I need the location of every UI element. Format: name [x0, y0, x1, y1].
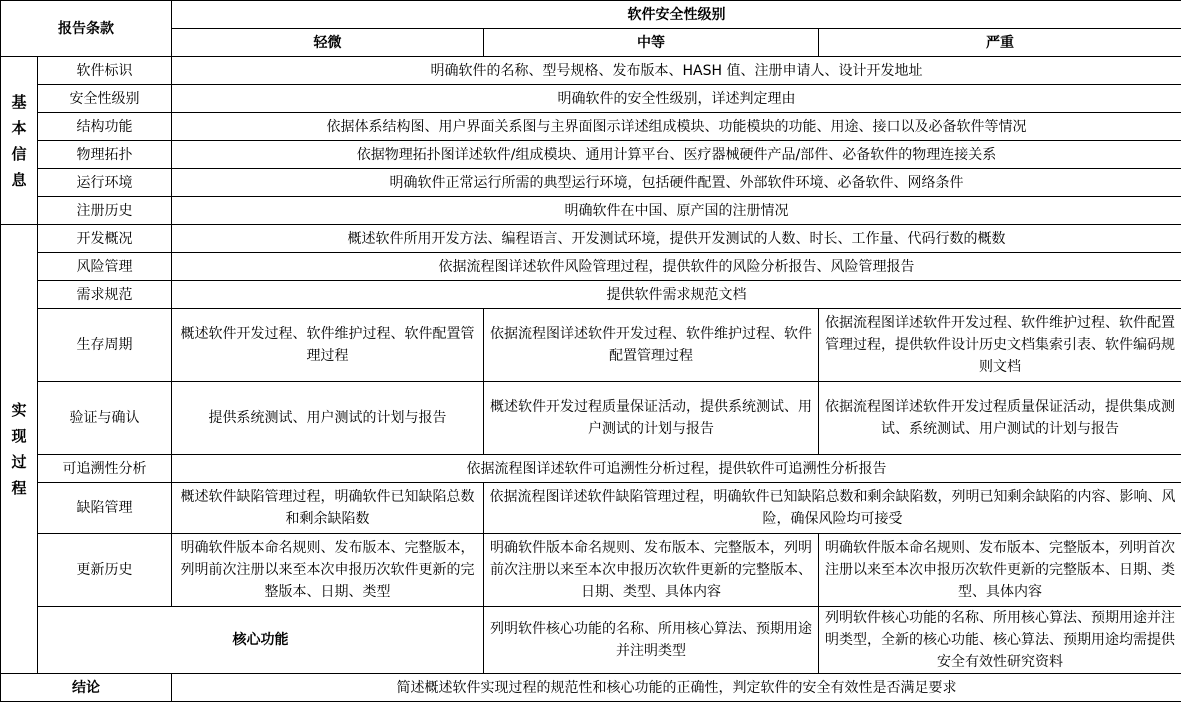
row-content: 明确软件的安全性级别，详述判定理由	[172, 85, 1181, 113]
row-content: 明确软件的名称、型号规格、发布版本、HASH 值、注册申请人、设计开发地址	[172, 57, 1181, 85]
cell-major: 明确软件版本命名规则、发布版本、完整版本，列明首次注册以来至本次申报历次软件更新的完整版本、日期、类型、具体内容	[819, 534, 1181, 607]
row-content: 依据体系结构图、用户界面关系图与主界面图示详述组成模块、功能模块的功能、用途、接口以及必备软件等情况	[172, 113, 1181, 141]
row-content: 提供软件需求规范文档	[172, 281, 1181, 309]
group-implementation-process: 实 现 过 程	[1, 225, 38, 674]
row-label: 更新历史	[38, 534, 172, 607]
cell-moderate-major: 依据流程图详述软件缺陷管理过程，明确软件已知缺陷总数和剩余缺陷数，列明已知剩余缺陷的内容、影响、风险，确保风险均可接受	[484, 483, 1181, 534]
row-label: 安全性级别	[38, 85, 172, 113]
cell-moderate: 概述软件开发过程质量保证活动，提供系统测试、用户测试的计划与报告	[484, 382, 819, 455]
row-label: 结构功能	[38, 113, 172, 141]
cell-minor: 概述软件缺陷管理过程，明确软件已知缺陷总数和剩余缺陷数	[172, 483, 484, 534]
row-label: 物理拓扑	[38, 141, 172, 169]
row-label: 运行环境	[38, 169, 172, 197]
header-level-title: 软件安全性级别	[172, 1, 1181, 29]
row-label: 软件标识	[38, 57, 172, 85]
header-level-minor: 轻微	[172, 29, 484, 57]
cell-moderate: 明确软件版本命名规则、发布版本、完整版本，列明前次注册以来至本次申报历次软件更新的完整版本、日期、类型、具体内容	[484, 534, 819, 607]
cell-minor: 明确软件版本命名规则、发布版本、完整版本，列明前次注册以来至本次申报历次软件更新的完整版本、日期、类型	[172, 534, 484, 607]
header-level-major: 严重	[819, 29, 1181, 57]
row-content: 概述软件所用开发方法、编程语言、开发测试环境，提供开发测试的人数、时长、工作量、代码行数的概数	[172, 225, 1181, 253]
row-content: 依据流程图详述软件风险管理过程，提供软件的风险分析报告、风险管理报告	[172, 253, 1181, 281]
group-basic-info: 基 本 信 息	[1, 57, 38, 225]
row-label: 可追溯性分析	[38, 455, 172, 483]
row-content: 明确软件正常运行所需的典型运行环境，包括硬件配置、外部软件环境、必备软件、网络条件	[172, 169, 1181, 197]
row-label: 缺陷管理	[38, 483, 172, 534]
row-label: 生存周期	[38, 309, 172, 382]
row-label: 需求规范	[38, 281, 172, 309]
row-label: 验证与确认	[38, 382, 172, 455]
cell-minor: 提供系统测试、用户测试的计划与报告	[172, 382, 484, 455]
cell-moderate-major: 列明软件核心功能的名称、所用核心算法、预期用途并注明类型，全新的核心功能、核心算法、预期用途均需提供安全有效性研究资料	[819, 607, 1181, 674]
row-label: 注册历史	[38, 197, 172, 225]
row-label: 开发概况	[38, 225, 172, 253]
row-content: 依据流程图详述软件可追溯性分析过程，提供软件可追溯性分析报告	[172, 455, 1181, 483]
row-content: 明确软件在中国、原产国的注册情况	[172, 197, 1181, 225]
row-label: 风险管理	[38, 253, 172, 281]
header-clause: 报告条款	[1, 1, 172, 57]
cell-minor: 列明软件核心功能的名称、所用核心算法、预期用途并注明类型	[484, 607, 819, 674]
cell-moderate: 依据流程图详述软件开发过程、软件维护过程、软件配置管理过程	[484, 309, 819, 382]
conclusion-content: 简述概述软件实现过程的规范性和核心功能的正确性，判定软件的安全有效性是否满足要求	[172, 674, 1181, 702]
row-content: 依据物理拓扑图详述软件/组成模块、通用计算平台、医疗器械硬件产品/部件、必备软件的物理连接关系	[172, 141, 1181, 169]
conclusion-label: 结论	[1, 674, 172, 702]
cell-major: 依据流程图详述软件开发过程、软件维护过程、软件配置管理过程，提供软件设计历史文档集索引表、软件编码规则文档	[819, 309, 1181, 382]
cell-minor: 概述软件开发过程、软件维护过程、软件配置管理过程	[172, 309, 484, 382]
core-function-label: 核心功能	[38, 607, 484, 674]
header-level-moderate: 中等	[484, 29, 819, 57]
cell-major: 依据流程图详述软件开发过程质量保证活动，提供集成测试、系统测试、用户测试的计划与报告	[819, 382, 1181, 455]
